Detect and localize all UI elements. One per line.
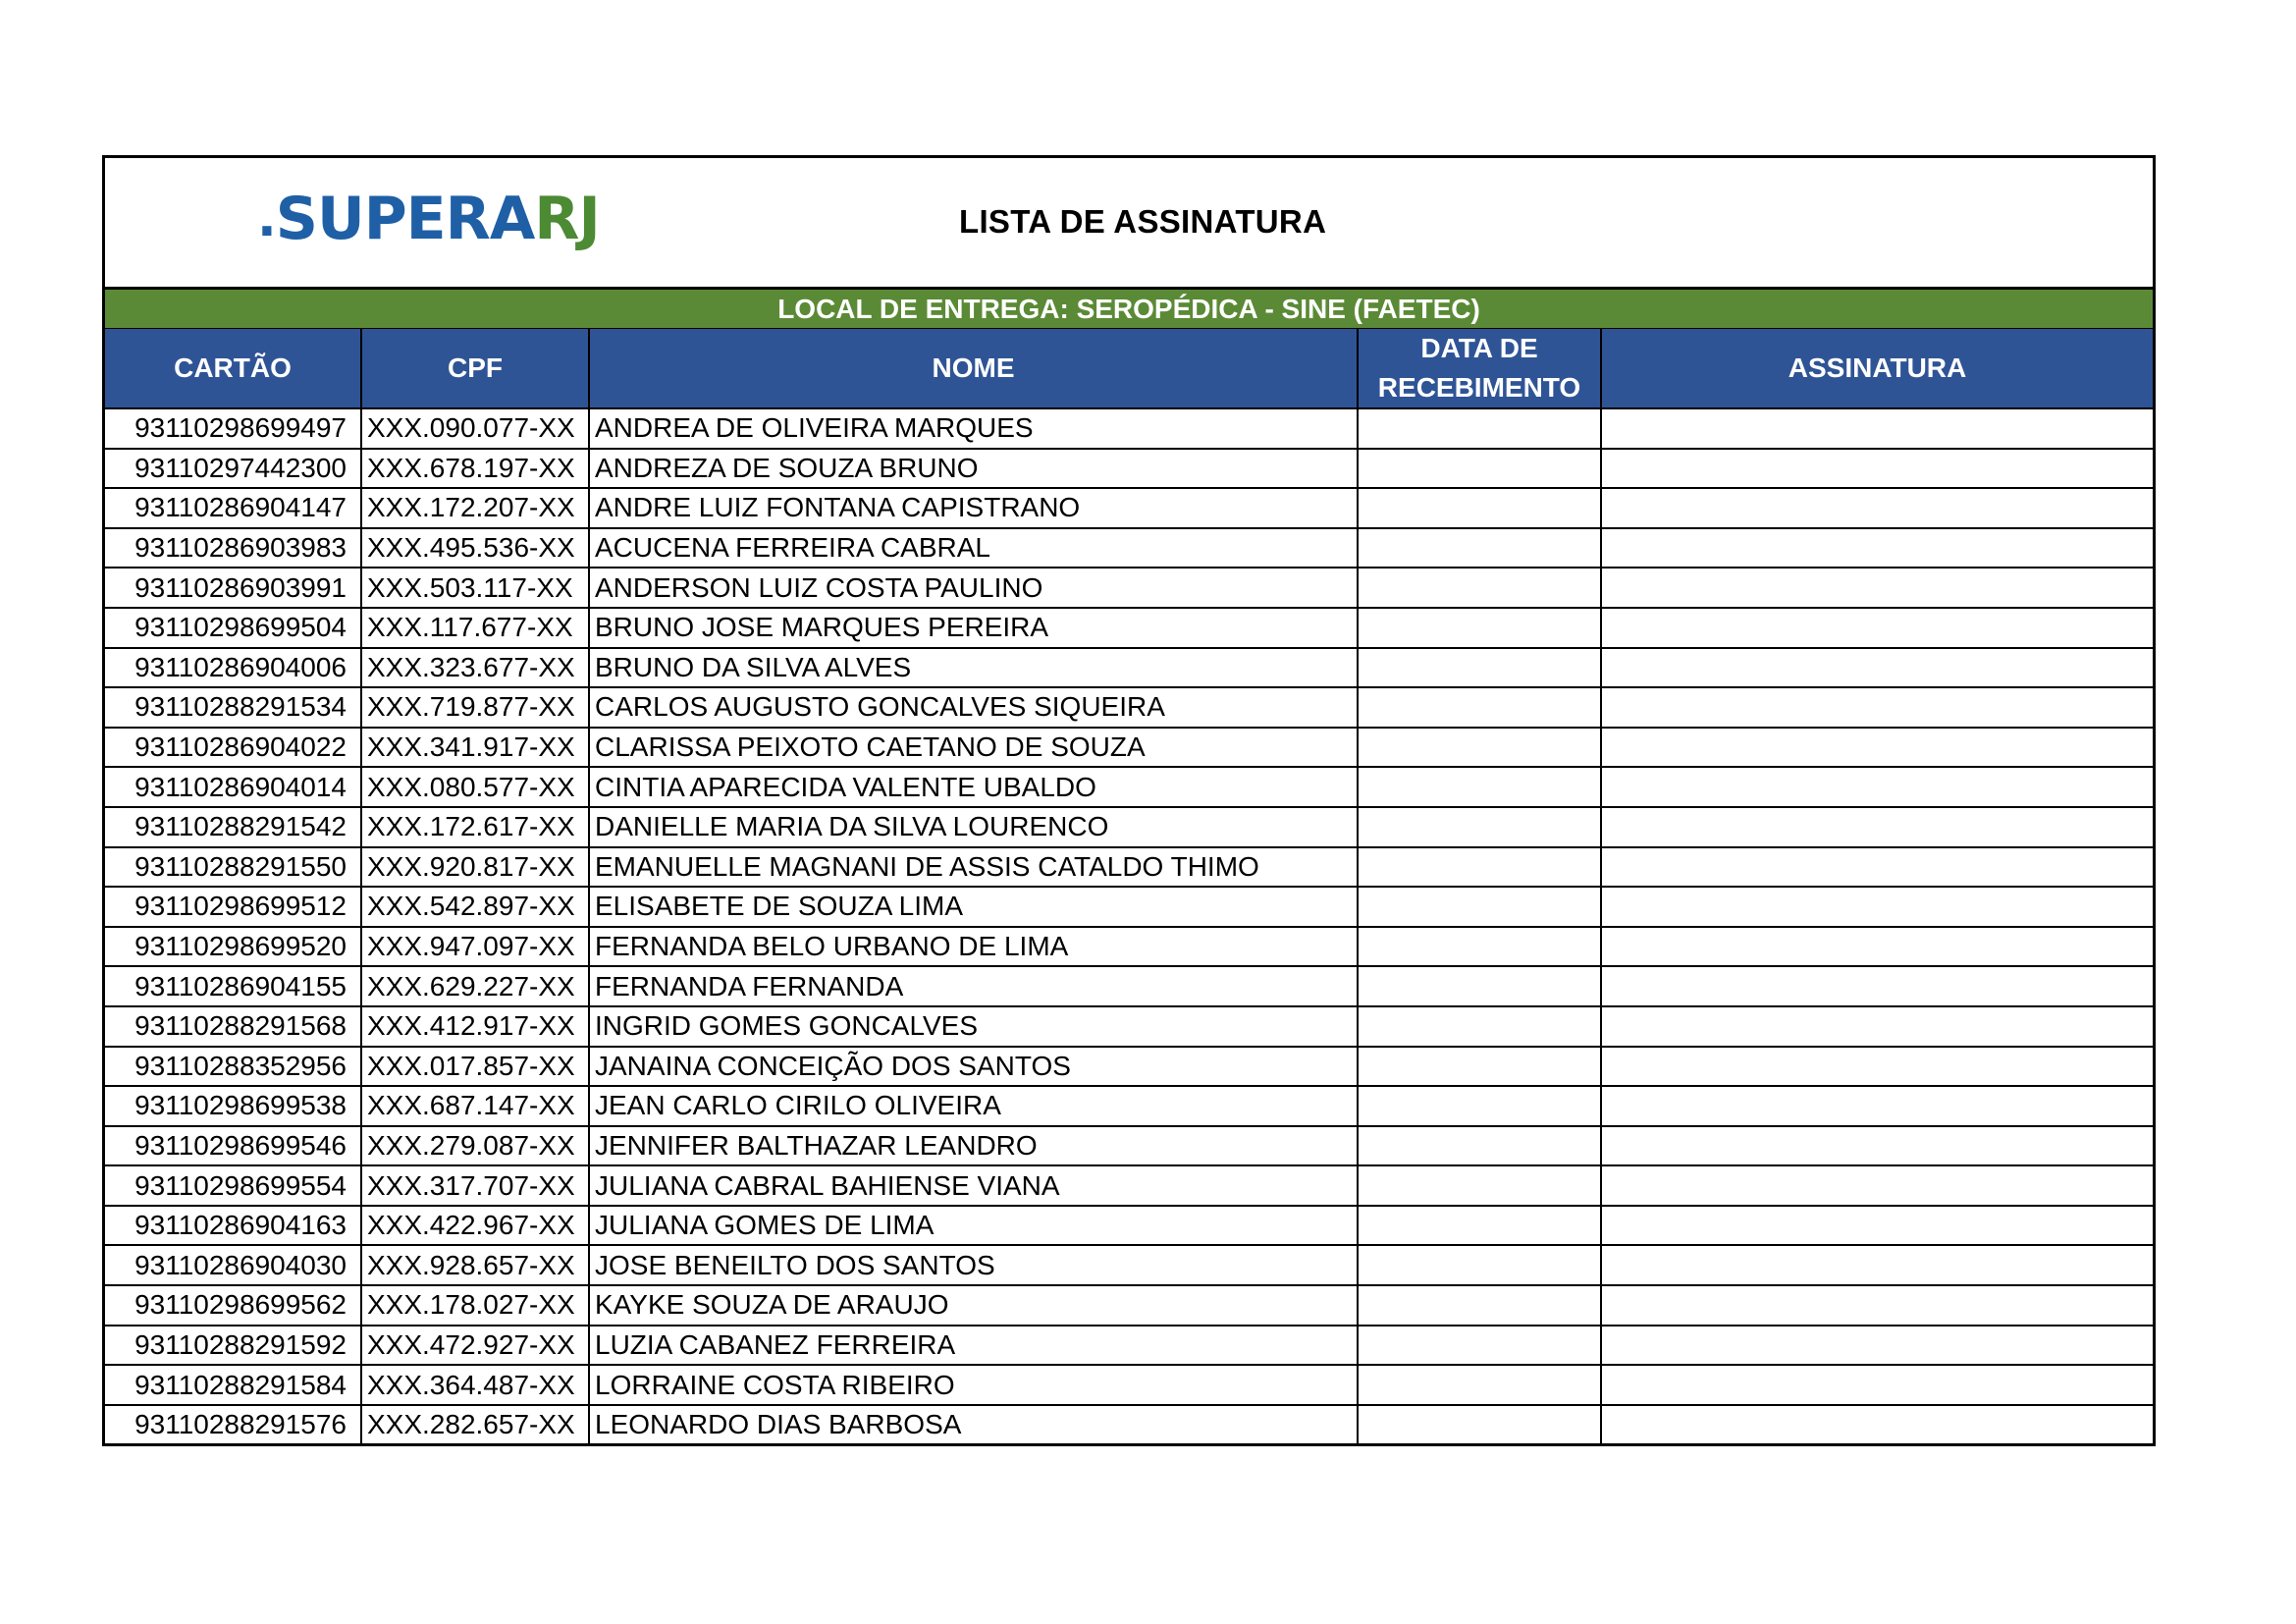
- data-recebimento-cell: [1358, 648, 1601, 688]
- nome-cell: FERNANDA FERNANDA: [589, 966, 1358, 1006]
- cpf-cell: XXX.495.536-XX: [361, 528, 589, 568]
- table-row: [105, 1086, 2153, 1126]
- data-recebimento-cell: [1358, 608, 1601, 648]
- cpf-cell: XXX.412.917-XX: [361, 1006, 589, 1047]
- table-row: [105, 488, 2153, 528]
- nome-cell: ANDRE LUIZ FONTANA CAPISTRANO: [589, 488, 1358, 528]
- assinatura-cell: [1601, 1405, 2153, 1444]
- cartao-cell: 93110288291542: [105, 807, 361, 847]
- cartao-cell: 93110286904006: [105, 648, 361, 688]
- assinatura-cell: [1601, 1126, 2153, 1166]
- assinatura-cell: [1601, 687, 2153, 728]
- data-recebimento-cell: [1358, 568, 1601, 608]
- table-row: [105, 1047, 2153, 1087]
- data-recebimento-cell: [1358, 528, 1601, 568]
- cartao-cell: 93110297442300: [105, 449, 361, 489]
- cpf-cell: XXX.472.927-XX: [361, 1326, 589, 1366]
- cartao-cell: 93110288291576: [105, 1405, 361, 1444]
- cartao-cell: 93110298699520: [105, 927, 361, 967]
- data-recebimento-cell: [1358, 1365, 1601, 1405]
- cartao-cell: 93110298699562: [105, 1285, 361, 1326]
- nome-cell: JOSE BENEILTO DOS SANTOS: [589, 1245, 1358, 1285]
- table-row: [105, 408, 2153, 449]
- assinatura-cell: [1601, 528, 2153, 568]
- cpf-cell: XXX.928.657-XX: [361, 1245, 589, 1285]
- nome-cell: JANAINA CONCEIÇÃO DOS SANTOS: [589, 1047, 1358, 1087]
- cartao-cell: 93110286904163: [105, 1206, 361, 1246]
- table-row: [105, 1165, 2153, 1206]
- data-recebimento-cell: [1358, 488, 1601, 528]
- nome-cell: DANIELLE MARIA DA SILVA LOURENCO: [589, 807, 1358, 847]
- cartao-cell: 93110286903991: [105, 568, 361, 608]
- table-row: [105, 1285, 2153, 1326]
- assinatura-cell: [1601, 1326, 2153, 1366]
- assinatura-cell: [1601, 887, 2153, 927]
- cpf-cell: XXX.678.197-XX: [361, 449, 589, 489]
- assinatura-cell: [1601, 728, 2153, 768]
- data-recebimento-cell: [1358, 1006, 1601, 1047]
- assinatura-cell: [1601, 927, 2153, 967]
- nome-cell: CARLOS AUGUSTO GONCALVES SIQUEIRA: [589, 687, 1358, 728]
- cpf-cell: XXX.117.677-XX: [361, 608, 589, 648]
- table-row: [105, 1405, 2153, 1444]
- cartao-cell: 93110288352956: [105, 1047, 361, 1087]
- assinatura-cell: [1601, 767, 2153, 807]
- data-recebimento-cell: [1358, 1165, 1601, 1206]
- table-row: [105, 767, 2153, 807]
- nome-cell: CLARISSA PEIXOTO CAETANO DE SOUZA: [589, 728, 1358, 768]
- data-recebimento-cell: [1358, 1086, 1601, 1126]
- cartao-cell: 93110288291550: [105, 847, 361, 888]
- cpf-cell: XXX.090.077-XX: [361, 408, 589, 449]
- assinatura-cell: [1601, 847, 2153, 888]
- table-row: [105, 1206, 2153, 1246]
- nome-cell: JEAN CARLO CIRILO OLIVEIRA: [589, 1086, 1358, 1126]
- data-recebimento-cell: [1358, 807, 1601, 847]
- data-recebimento-cell: [1358, 847, 1601, 888]
- nome-cell: ANDERSON LUIZ COSTA PAULINO: [589, 568, 1358, 608]
- cpf-cell: XXX.920.817-XX: [361, 847, 589, 888]
- data-recebimento-cell: [1358, 887, 1601, 927]
- cpf-cell: XXX.172.617-XX: [361, 807, 589, 847]
- nome-cell: ANDREA DE OLIVEIRA MARQUES: [589, 408, 1358, 449]
- signature-list-sheet: [102, 155, 2156, 1446]
- cpf-cell: XXX.503.117-XX: [361, 568, 589, 608]
- table-row: [105, 568, 2153, 608]
- nome-cell: ELISABETE DE SOUZA LIMA: [589, 887, 1358, 927]
- assinatura-cell: [1601, 966, 2153, 1006]
- table-row: [105, 966, 2153, 1006]
- data-recebimento-cell: [1358, 1126, 1601, 1166]
- nome-cell: BRUNO JOSE MARQUES PEREIRA: [589, 608, 1358, 648]
- nome-cell: JULIANA GOMES DE LIMA: [589, 1206, 1358, 1246]
- data-recebimento-cell: [1358, 408, 1601, 449]
- assinatura-cell: [1601, 1047, 2153, 1087]
- table-row: [105, 1006, 2153, 1047]
- cartao-cell: 93110288291592: [105, 1326, 361, 1366]
- page-title: LISTA DE ASSINATURA: [959, 203, 1327, 240]
- nome-cell: ACUCENA FERREIRA CABRAL: [589, 528, 1358, 568]
- assinatura-cell: [1601, 568, 2153, 608]
- nome-cell: LUZIA CABANEZ FERREIRA: [589, 1326, 1358, 1366]
- cartao-cell: 93110286904014: [105, 767, 361, 807]
- cpf-cell: XXX.282.657-XX: [361, 1405, 589, 1444]
- cartao-cell: 93110286903983: [105, 528, 361, 568]
- cartao-cell: 93110286904147: [105, 488, 361, 528]
- nome-cell: ANDREZA DE SOUZA BRUNO: [589, 449, 1358, 489]
- table-row: [105, 1365, 2153, 1405]
- cpf-cell: XXX.341.917-XX: [361, 728, 589, 768]
- cartao-cell: 93110288291568: [105, 1006, 361, 1047]
- data-recebimento-cell: [1358, 1285, 1601, 1326]
- assinatura-cell: [1601, 1245, 2153, 1285]
- nome-cell: KAYKE SOUZA DE ARAUJO: [589, 1285, 1358, 1326]
- data-recebimento-cell: [1358, 927, 1601, 967]
- table-row: [105, 728, 2153, 768]
- assinatura-cell: [1601, 1165, 2153, 1206]
- table-row: [105, 927, 2153, 967]
- assinatura-cell: [1601, 648, 2153, 688]
- cpf-cell: XXX.017.857-XX: [361, 1047, 589, 1087]
- nome-cell: LEONARDO DIAS BARBOSA: [589, 1405, 1358, 1444]
- nome-cell: EMANUELLE MAGNANI DE ASSIS CATALDO THIMO: [589, 847, 1358, 888]
- table-row: [105, 887, 2153, 927]
- cpf-cell: XXX.542.897-XX: [361, 887, 589, 927]
- cartao-cell: 93110298699538: [105, 1086, 361, 1126]
- cpf-cell: XXX.947.097-XX: [361, 927, 589, 967]
- cartao-cell: 93110298699504: [105, 608, 361, 648]
- cartao-cell: 93110298699497: [105, 408, 361, 449]
- table-row: [105, 807, 2153, 847]
- signature-table: [105, 329, 2153, 1443]
- assinatura-cell: [1601, 1206, 2153, 1246]
- document-header: [105, 158, 2153, 290]
- table-row: [105, 1245, 2153, 1285]
- column-header-assinatura: ASSINATURA: [1601, 329, 2153, 408]
- table-row: [105, 449, 2153, 489]
- nome-cell: JULIANA CABRAL BAHIENSE VIANA: [589, 1165, 1358, 1206]
- cartao-cell: 93110298699554: [105, 1165, 361, 1206]
- nome-cell: JENNIFER BALTHAZAR LEANDRO: [589, 1126, 1358, 1166]
- cartao-cell: 93110286904030: [105, 1245, 361, 1285]
- data-recebimento-cell: [1358, 1326, 1601, 1366]
- logo-dot: .: [257, 189, 276, 248]
- cpf-cell: XXX.317.707-XX: [361, 1165, 589, 1206]
- assinatura-cell: [1601, 1365, 2153, 1405]
- data-recebimento-cell: [1358, 966, 1601, 1006]
- assinatura-cell: [1601, 488, 2153, 528]
- data-recebimento-cell: [1358, 1405, 1601, 1444]
- cartao-cell: 93110286904155: [105, 966, 361, 1006]
- delivery-location-bar: LOCAL DE ENTREGA: SEROPÉDICA - SINE (FAETEC): [105, 290, 2153, 329]
- cartao-cell: 93110286904022: [105, 728, 361, 768]
- cpf-cell: XXX.323.677-XX: [361, 648, 589, 688]
- data-recebimento-cell: [1358, 1245, 1601, 1285]
- cartao-cell: 93110288291534: [105, 687, 361, 728]
- cpf-cell: XXX.279.087-XX: [361, 1126, 589, 1166]
- nome-cell: LORRAINE COSTA RIBEIRO: [589, 1365, 1358, 1405]
- superarj-logo: [257, 185, 600, 253]
- column-header-cpf: CPF: [361, 329, 589, 408]
- nome-cell: INGRID GOMES GONCALVES: [589, 1006, 1358, 1047]
- nome-cell: CINTIA APARECIDA VALENTE UBALDO: [589, 767, 1358, 807]
- assinatura-cell: [1601, 1086, 2153, 1126]
- assinatura-cell: [1601, 449, 2153, 489]
- data-recebimento-cell: [1358, 1047, 1601, 1087]
- assinatura-cell: [1601, 608, 2153, 648]
- cpf-cell: XXX.178.027-XX: [361, 1285, 589, 1326]
- table-header-row: [105, 329, 2153, 408]
- column-header-data-recebimento: DATA DE RECEBIMENTO: [1358, 329, 1601, 408]
- table-row: [105, 528, 2153, 568]
- assinatura-cell: [1601, 1285, 2153, 1326]
- table-row: [105, 648, 2153, 688]
- cpf-cell: XXX.364.487-XX: [361, 1365, 589, 1405]
- logo-rj: RJ: [534, 185, 600, 253]
- cpf-cell: XXX.172.207-XX: [361, 488, 589, 528]
- data-recebimento-cell: [1358, 687, 1601, 728]
- assinatura-cell: [1601, 408, 2153, 449]
- nome-cell: FERNANDA BELO URBANO DE LIMA: [589, 927, 1358, 967]
- logo-supera: SUPERA: [275, 185, 535, 253]
- table-row: [105, 847, 2153, 888]
- column-header-nome: NOME: [589, 329, 1358, 408]
- nome-cell: BRUNO DA SILVA ALVES: [589, 648, 1358, 688]
- cpf-cell: XXX.719.877-XX: [361, 687, 589, 728]
- cartao-cell: 93110298699512: [105, 887, 361, 927]
- assinatura-cell: [1601, 1006, 2153, 1047]
- table-row: [105, 608, 2153, 648]
- cartao-cell: 93110298699546: [105, 1126, 361, 1166]
- table-row: [105, 1326, 2153, 1366]
- cpf-cell: XXX.629.227-XX: [361, 966, 589, 1006]
- assinatura-cell: [1601, 807, 2153, 847]
- cpf-cell: XXX.687.147-XX: [361, 1086, 589, 1126]
- data-recebimento-cell: [1358, 449, 1601, 489]
- column-header-cartao: CARTÃO: [105, 329, 361, 408]
- data-recebimento-cell: [1358, 767, 1601, 807]
- table-row: [105, 687, 2153, 728]
- table-row: [105, 1126, 2153, 1166]
- cpf-cell: XXX.422.967-XX: [361, 1206, 589, 1246]
- data-recebimento-cell: [1358, 1206, 1601, 1246]
- table-body: [105, 408, 2153, 1443]
- data-recebimento-cell: [1358, 728, 1601, 768]
- cartao-cell: 93110288291584: [105, 1365, 361, 1405]
- cpf-cell: XXX.080.577-XX: [361, 767, 589, 807]
